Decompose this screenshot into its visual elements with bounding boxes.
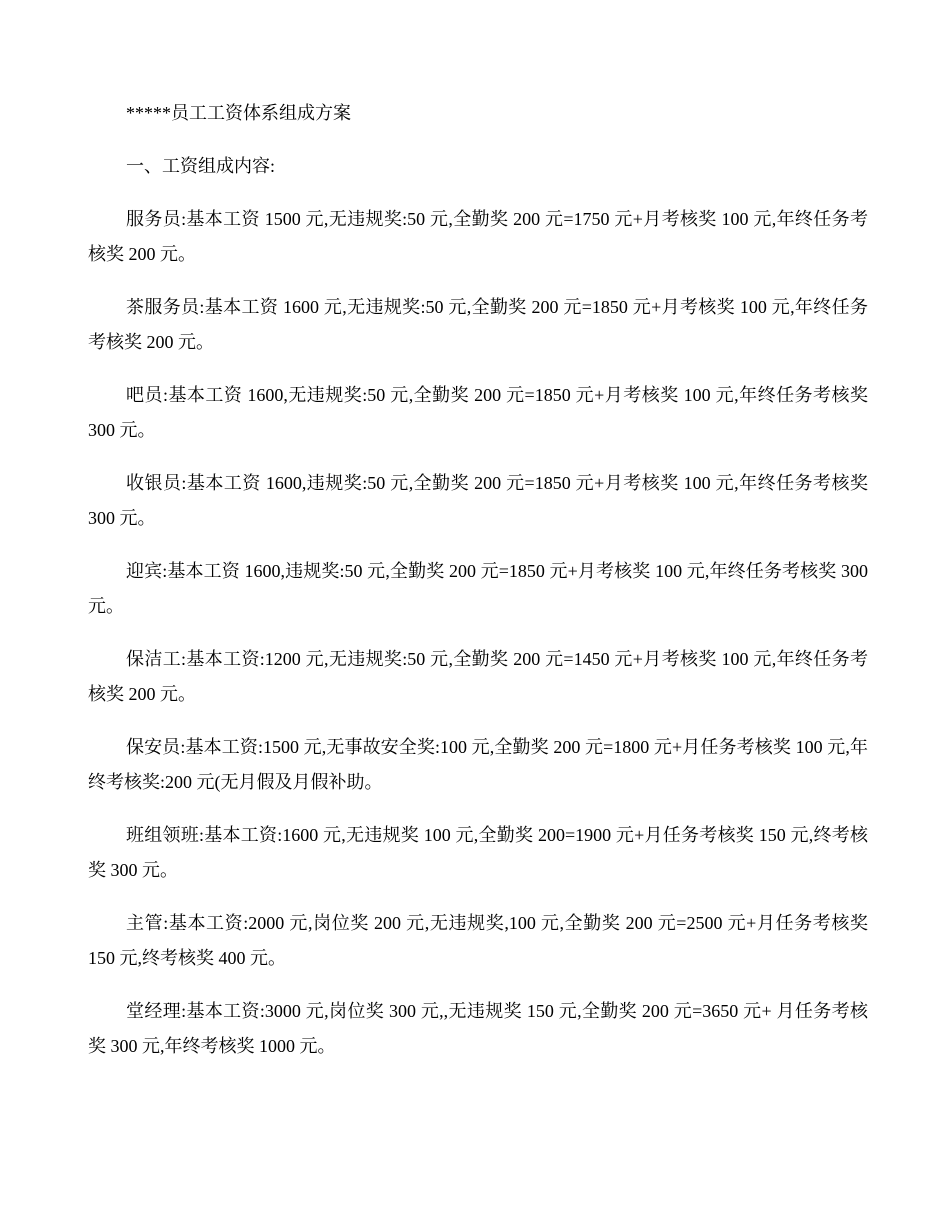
document-title: *****员工工资体系组成方案 <box>126 103 351 123</box>
paragraph-supervisor: 主管:基本工资:2000 元,岗位奖 200 元,无违规奖,100 元,全勤奖 200 元=2500 元+月任务考核奖 150 元,终考核奖 400 元。 <box>88 913 868 968</box>
paragraph-tea-waiter: 茶服务员:基本工资 1600 元,无违规奖:50 元,全勤奖 200 元=1850 元+月考核奖 100 元,年终任务考核奖 200 元。 <box>88 297 868 352</box>
paragraph-security: 保安员:基本工资:1500 元,无事故安全奖:100 元,全勤奖 200 元=1800 元+月任务考核奖 100 元,年终考核奖:200 元(无月假及月假补助。 <box>88 737 868 792</box>
paragraph-cashier: 收银员:基本工资 1600,违规奖:50 元,全勤奖 200 元=1850 元+月考核奖 100 元,年终任务考核奖 300 元。 <box>88 473 868 528</box>
section-heading: 一、工资组成内容: <box>126 156 276 176</box>
paragraph-waiter: 服务员:基本工资 1500 元,无违规奖:50 元,全勤奖 200 元=1750 元+月考核奖 100 元,年终任务考核奖 200 元。 <box>88 209 868 264</box>
document-body <box>88 96 868 1082</box>
paragraph-floor-manager: 堂经理:基本工资:3000 元,岗位奖 300 元,,无违规奖 150 元,全勤奖 200 元=3650 元+ 月任务考核奖 300 元,年终考核奖 1000 元。 <box>88 1001 868 1056</box>
paragraph-team-leader: 班组领班:基本工资:1600 元,无违规奖 100 元,全勤奖 200=1900 元+月任务考核奖 150 元,终考核奖 300 元。 <box>88 825 868 880</box>
paragraph-cleaner: 保洁工:基本工资:1200 元,无违规奖:50 元,全勤奖 200 元=1450 元+月考核奖 100 元,年终任务考核奖 200 元。 <box>88 649 868 704</box>
paragraph-bar-staff: 吧员:基本工资 1600,无违规奖:50 元,全勤奖 200 元=1850 元+月考核奖 100 元,年终任务考核奖 300 元。 <box>88 385 868 440</box>
paragraph-greeter: 迎宾:基本工资 1600,违规奖:50 元,全勤奖 200 元=1850 元+月考核奖 100 元,年终任务考核奖 300 元。 <box>88 561 868 616</box>
